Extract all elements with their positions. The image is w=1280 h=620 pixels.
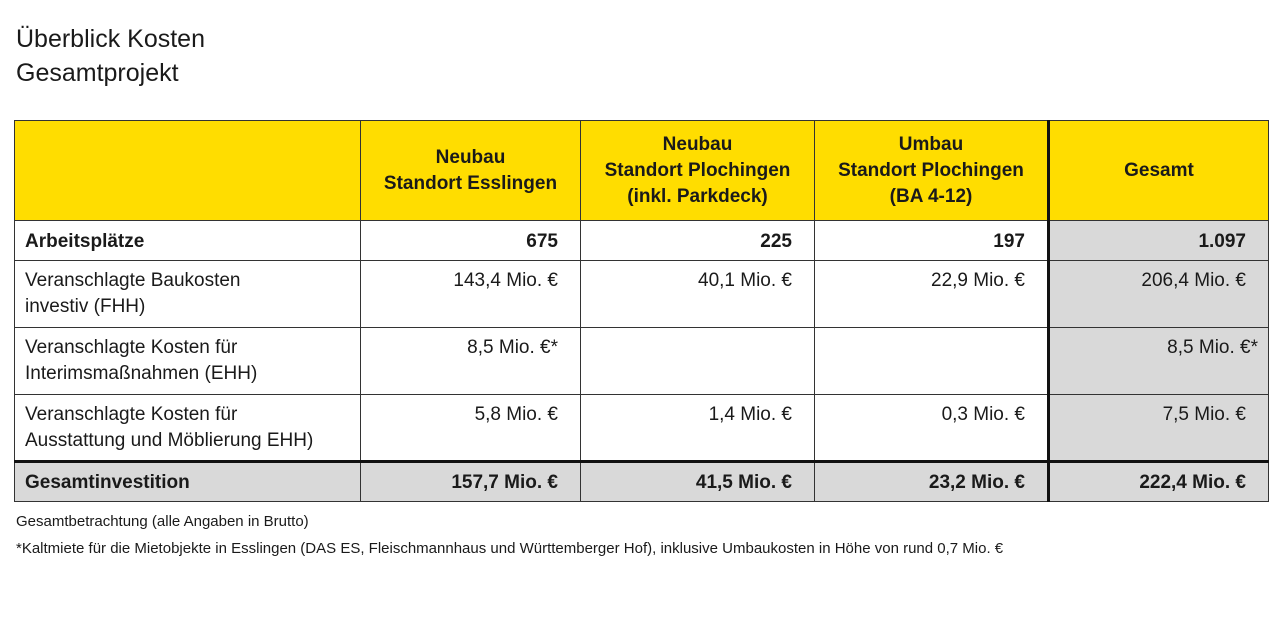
- table-cell: 1,4 Mio. €: [581, 395, 815, 462]
- row-label-line: Interimsmaßnahmen (EHH): [25, 363, 258, 384]
- table-row-ausstattung: [15, 395, 1269, 462]
- row-label-line: Veranschlagte Kosten für: [25, 404, 238, 425]
- row-label-line: investiv (FHH): [25, 296, 146, 317]
- header-line: Gesamt: [1124, 159, 1194, 181]
- table-cell-total: 7,5 Mio. €: [1049, 395, 1269, 462]
- row-label: [15, 395, 361, 462]
- row-label: Arbeitsplätze: [15, 221, 361, 261]
- table-cell-total: 206,4 Mio. €: [1049, 261, 1269, 328]
- table-cell-total: 8,5 Mio. €*: [1049, 328, 1269, 395]
- table-cell-total: 1.097: [1049, 221, 1269, 261]
- table-row-arbeitsplaetze: [15, 221, 1269, 261]
- row-label: Gesamtinvestition: [15, 462, 361, 502]
- table-cell: 41,5 Mio. €: [581, 462, 815, 502]
- header-neubau-plochingen: [581, 121, 815, 221]
- table-cell: [815, 328, 1049, 395]
- table-cell: 197: [815, 221, 1049, 261]
- table-cell-total: 222,4 Mio. €: [1049, 462, 1269, 502]
- header-line: Standort Plochingen: [838, 159, 1024, 181]
- title-line-1: Überblick Kosten: [16, 25, 205, 53]
- row-label: [15, 261, 361, 328]
- table-cell: 0,3 Mio. €: [815, 395, 1049, 462]
- title-line-2: Gesamtprojekt: [16, 59, 179, 87]
- header-umbau-plochingen: [815, 121, 1049, 221]
- row-label-line: Veranschlagte Kosten für: [25, 337, 238, 358]
- page-title: [16, 22, 205, 90]
- header-corner-cell: [15, 121, 361, 221]
- header-gesamt: [1049, 121, 1269, 221]
- row-label-line: Ausstattung und Möblierung EHH): [25, 430, 314, 451]
- header-neubau-esslingen: [361, 121, 581, 221]
- cost-table: [14, 120, 1269, 502]
- table-cell: 157,7 Mio. €: [361, 462, 581, 502]
- table-cell: 675: [361, 221, 581, 261]
- header-line: (BA 4-12): [889, 185, 973, 207]
- table-row-interim: [15, 328, 1269, 395]
- header-line: Neubau: [435, 146, 506, 168]
- table-cell: 8,5 Mio. €*: [361, 328, 581, 395]
- table-cell: 5,8 Mio. €: [361, 395, 581, 462]
- header-line: Standort Plochingen: [604, 159, 791, 181]
- footnote-brutto: Gesamtbetrachtung (alle Angaben in Brutto): [16, 513, 309, 530]
- header-line: Neubau: [662, 133, 733, 155]
- table-row-baukosten: [15, 261, 1269, 328]
- row-label: [15, 328, 361, 395]
- table-cell: 225: [581, 221, 815, 261]
- header-line: Umbau: [898, 133, 964, 155]
- table-cell: 143,4 Mio. €: [361, 261, 581, 328]
- row-label-line: Veranschlagte Baukosten: [25, 270, 241, 291]
- table-cell: 22,9 Mio. €: [815, 261, 1049, 328]
- header-line: (inkl. Parkdeck): [627, 185, 768, 207]
- table-cell: [581, 328, 815, 395]
- table-row-gesamtinvestition: [15, 462, 1269, 502]
- table-cell: 23,2 Mio. €: [815, 462, 1049, 502]
- table-header-row: [15, 121, 1269, 221]
- footnote-kaltmiete: *Kaltmiete für die Mietobjekte in Esslingen (DAS ES, Fleischmannhaus und Württemberger Hof), inklusive Umbaukosten in Höhe von rund 0,7 Mio. €: [16, 540, 1004, 557]
- header-line: Standort Esslingen: [383, 172, 558, 194]
- table-cell: 40,1 Mio. €: [581, 261, 815, 328]
